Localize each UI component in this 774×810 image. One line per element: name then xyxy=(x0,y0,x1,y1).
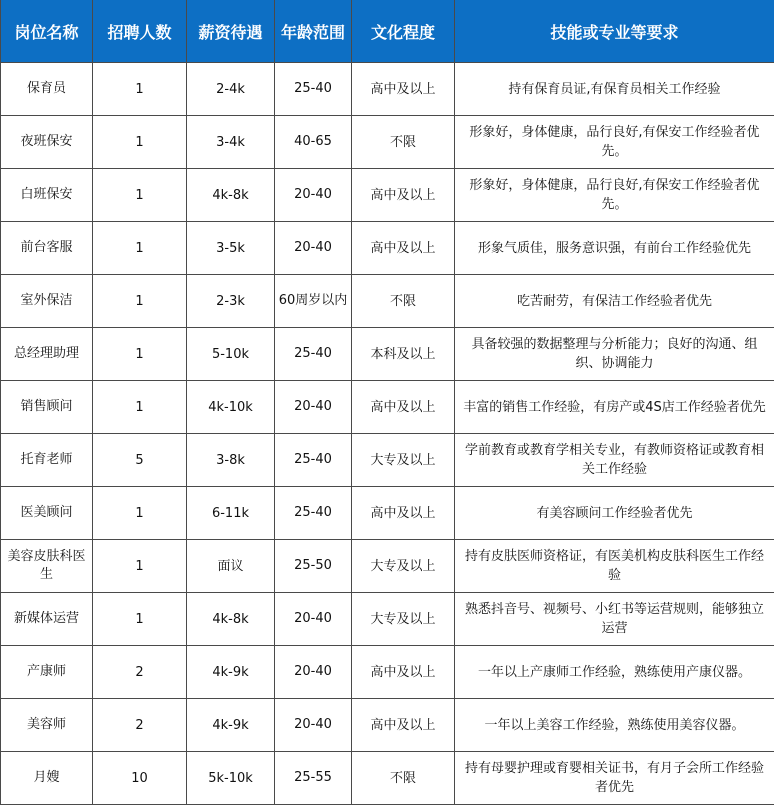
table-row xyxy=(1,434,774,487)
education-cell: 大专及以上 xyxy=(352,593,455,646)
header-age: 年龄范围 xyxy=(275,0,352,63)
headcount-cell: 1 xyxy=(93,593,187,646)
header-position: 岗位名称 xyxy=(1,0,93,63)
age-cell: 20-40 xyxy=(275,381,352,434)
headcount-cell: 5 xyxy=(93,434,187,487)
age-cell: 25-40 xyxy=(275,63,352,116)
education-cell: 大专及以上 xyxy=(352,434,455,487)
salary-cell: 3-8k xyxy=(187,434,275,487)
requirements-cell: 吃苦耐劳，有保洁工作经验者优先 xyxy=(455,275,774,328)
education-cell: 高中及以上 xyxy=(352,63,455,116)
table-row xyxy=(1,699,774,752)
requirements-cell: 持有母婴护理或育婴相关证书，有月子会所工作经验者优先 xyxy=(455,752,774,805)
education-cell: 高中及以上 xyxy=(352,487,455,540)
requirements-cell: 一年以上产康师工作经验，熟练使用产康仪器。 xyxy=(455,646,774,699)
headcount-cell: 1 xyxy=(93,275,187,328)
salary-cell: 2-3k xyxy=(187,275,275,328)
age-cell: 20-40 xyxy=(275,699,352,752)
position-cell: 保育员 xyxy=(1,63,93,116)
headcount-cell: 2 xyxy=(93,646,187,699)
position-cell: 室外保洁 xyxy=(1,275,93,328)
salary-cell: 5k-10k xyxy=(187,752,275,805)
requirements-cell: 形象气质佳，服务意识强，有前台工作经验优先 xyxy=(455,222,774,275)
position-cell: 美容皮肤科医生 xyxy=(1,540,93,593)
education-cell: 大专及以上 xyxy=(352,540,455,593)
table-row xyxy=(1,487,774,540)
age-cell: 25-50 xyxy=(275,540,352,593)
education-cell: 本科及以上 xyxy=(352,328,455,381)
requirements-cell: 持有皮肤医师资格证，有医美机构皮肤科医生工作经验 xyxy=(455,540,774,593)
requirements-cell: 形象好，身体健康，品行良好,有保安工作经验者优先。 xyxy=(455,169,774,222)
education-cell: 高中及以上 xyxy=(352,699,455,752)
headcount-cell: 1 xyxy=(93,540,187,593)
headcount-cell: 1 xyxy=(93,222,187,275)
table-row xyxy=(1,222,774,275)
position-cell: 产康师 xyxy=(1,646,93,699)
headcount-cell: 1 xyxy=(93,487,187,540)
position-cell: 白班保安 xyxy=(1,169,93,222)
position-cell: 新媒体运营 xyxy=(1,593,93,646)
education-cell: 不限 xyxy=(352,752,455,805)
age-cell: 25-55 xyxy=(275,752,352,805)
age-cell: 60周岁以内 xyxy=(275,275,352,328)
age-cell: 25-40 xyxy=(275,328,352,381)
headcount-cell: 2 xyxy=(93,699,187,752)
position-cell: 夜班保安 xyxy=(1,116,93,169)
education-cell: 不限 xyxy=(352,275,455,328)
table-row xyxy=(1,540,774,593)
salary-cell: 4k-9k xyxy=(187,646,275,699)
table-row xyxy=(1,275,774,328)
salary-cell: 4k-8k xyxy=(187,169,275,222)
age-cell: 25-40 xyxy=(275,434,352,487)
table-row xyxy=(1,63,774,116)
salary-cell: 6-11k xyxy=(187,487,275,540)
age-cell: 40-65 xyxy=(275,116,352,169)
headcount-cell: 1 xyxy=(93,63,187,116)
headcount-cell: 1 xyxy=(93,328,187,381)
requirements-cell: 具备较强的数据整理与分析能力；良好的沟通、组织、协调能力 xyxy=(455,328,774,381)
education-cell: 高中及以上 xyxy=(352,222,455,275)
salary-cell: 3-5k xyxy=(187,222,275,275)
requirements-cell: 有美容顾问工作经验者优先 xyxy=(455,487,774,540)
education-cell: 高中及以上 xyxy=(352,381,455,434)
headcount-cell: 1 xyxy=(93,169,187,222)
header-row xyxy=(1,0,774,63)
education-cell: 不限 xyxy=(352,116,455,169)
salary-cell: 5-10k xyxy=(187,328,275,381)
headcount-cell: 1 xyxy=(93,381,187,434)
position-cell: 销售顾问 xyxy=(1,381,93,434)
table-row xyxy=(1,328,774,381)
age-cell: 20-40 xyxy=(275,593,352,646)
table-row xyxy=(1,381,774,434)
position-cell: 医美顾问 xyxy=(1,487,93,540)
salary-cell: 面议 xyxy=(187,540,275,593)
salary-cell: 4k-10k xyxy=(187,381,275,434)
requirements-cell: 丰富的销售工作经验，有房产或4S店工作经验者优先 xyxy=(455,381,774,434)
table-row xyxy=(1,116,774,169)
education-cell: 高中及以上 xyxy=(352,169,455,222)
position-cell: 月嫂 xyxy=(1,752,93,805)
age-cell: 20-40 xyxy=(275,222,352,275)
header-headcount: 招聘人数 xyxy=(93,0,187,63)
age-cell: 25-40 xyxy=(275,487,352,540)
salary-cell: 3-4k xyxy=(187,116,275,169)
requirements-cell: 熟悉抖音号、视频号、小红书等运营规则，能够独立运营 xyxy=(455,593,774,646)
education-cell: 高中及以上 xyxy=(352,646,455,699)
requirements-cell: 持有保育员证,有保育员相关工作经验 xyxy=(455,63,774,116)
header-requirements: 技能或专业等要求 xyxy=(455,0,774,63)
table-row xyxy=(1,752,774,805)
header-education: 文化程度 xyxy=(352,0,455,63)
salary-cell: 2-4k xyxy=(187,63,275,116)
requirements-cell: 学前教育或教育学相关专业，有教师资格证或教育相关工作经验 xyxy=(455,434,774,487)
position-cell: 托育老师 xyxy=(1,434,93,487)
age-cell: 20-40 xyxy=(275,169,352,222)
age-cell: 20-40 xyxy=(275,646,352,699)
headcount-cell: 10 xyxy=(93,752,187,805)
requirements-cell: 一年以上美容工作经验，熟练使用美容仪器。 xyxy=(455,699,774,752)
position-cell: 美容师 xyxy=(1,699,93,752)
requirements-cell: 形象好，身体健康，品行良好,有保安工作经验者优先。 xyxy=(455,116,774,169)
position-cell: 前台客服 xyxy=(1,222,93,275)
headcount-cell: 1 xyxy=(93,116,187,169)
table-row xyxy=(1,646,774,699)
position-cell: 总经理助理 xyxy=(1,328,93,381)
table-row xyxy=(1,593,774,646)
salary-cell: 4k-8k xyxy=(187,593,275,646)
salary-cell: 4k-9k xyxy=(187,699,275,752)
table-row xyxy=(1,169,774,222)
header-salary: 薪资待遇 xyxy=(187,0,275,63)
